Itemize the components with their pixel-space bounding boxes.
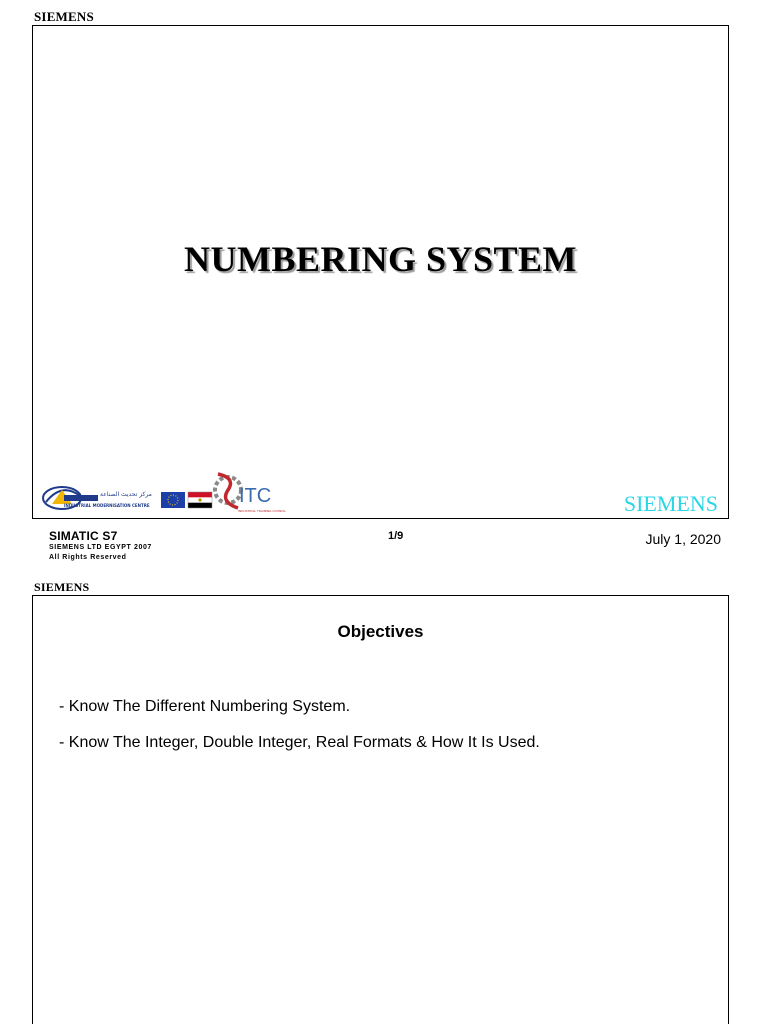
itc-logo <box>215 474 286 513</box>
list-item: - Know The Integer, Double Integer, Real Formats & How It Is Used. <box>59 734 540 751</box>
footer-product: SIMATIC S7 <box>49 529 118 543</box>
partner-logos <box>40 468 298 516</box>
slide-footer <box>49 529 152 563</box>
itc-subtext: INDUSTRIAL TRAINING COUNCIL <box>238 509 286 513</box>
title-slide <box>32 25 729 519</box>
slide-title: NUMBERING SYSTEM <box>183 239 578 279</box>
objectives-list <box>59 697 540 769</box>
imc-arabic-text: مركز تحديث الصناعة <box>100 491 152 498</box>
eu-flag-icon <box>161 492 185 508</box>
brand-header: SIEMENS <box>34 580 90 594</box>
footer-rights: All Rights Reserved <box>49 554 127 561</box>
objectives-title: Objectives <box>337 622 424 641</box>
itc-text: ITC <box>239 485 272 507</box>
imc-logo <box>43 487 152 509</box>
footer-date: July 1, 2020 <box>645 531 721 547</box>
siemens-corner-logo: SIEMENS <box>623 491 718 516</box>
objectives-slide <box>32 595 729 1024</box>
brand-header: SIEMENS <box>34 9 94 24</box>
list-item: - Know The Different Numbering System. <box>59 698 351 715</box>
footer-company: SIEMENS LTD EGYPT 2007 <box>49 544 152 551</box>
page-number: 1/9 <box>388 530 404 542</box>
egypt-flag-icon <box>188 492 212 508</box>
imc-english-text: INDUSTRIAL MODERNISATION CENTRE <box>64 503 150 508</box>
